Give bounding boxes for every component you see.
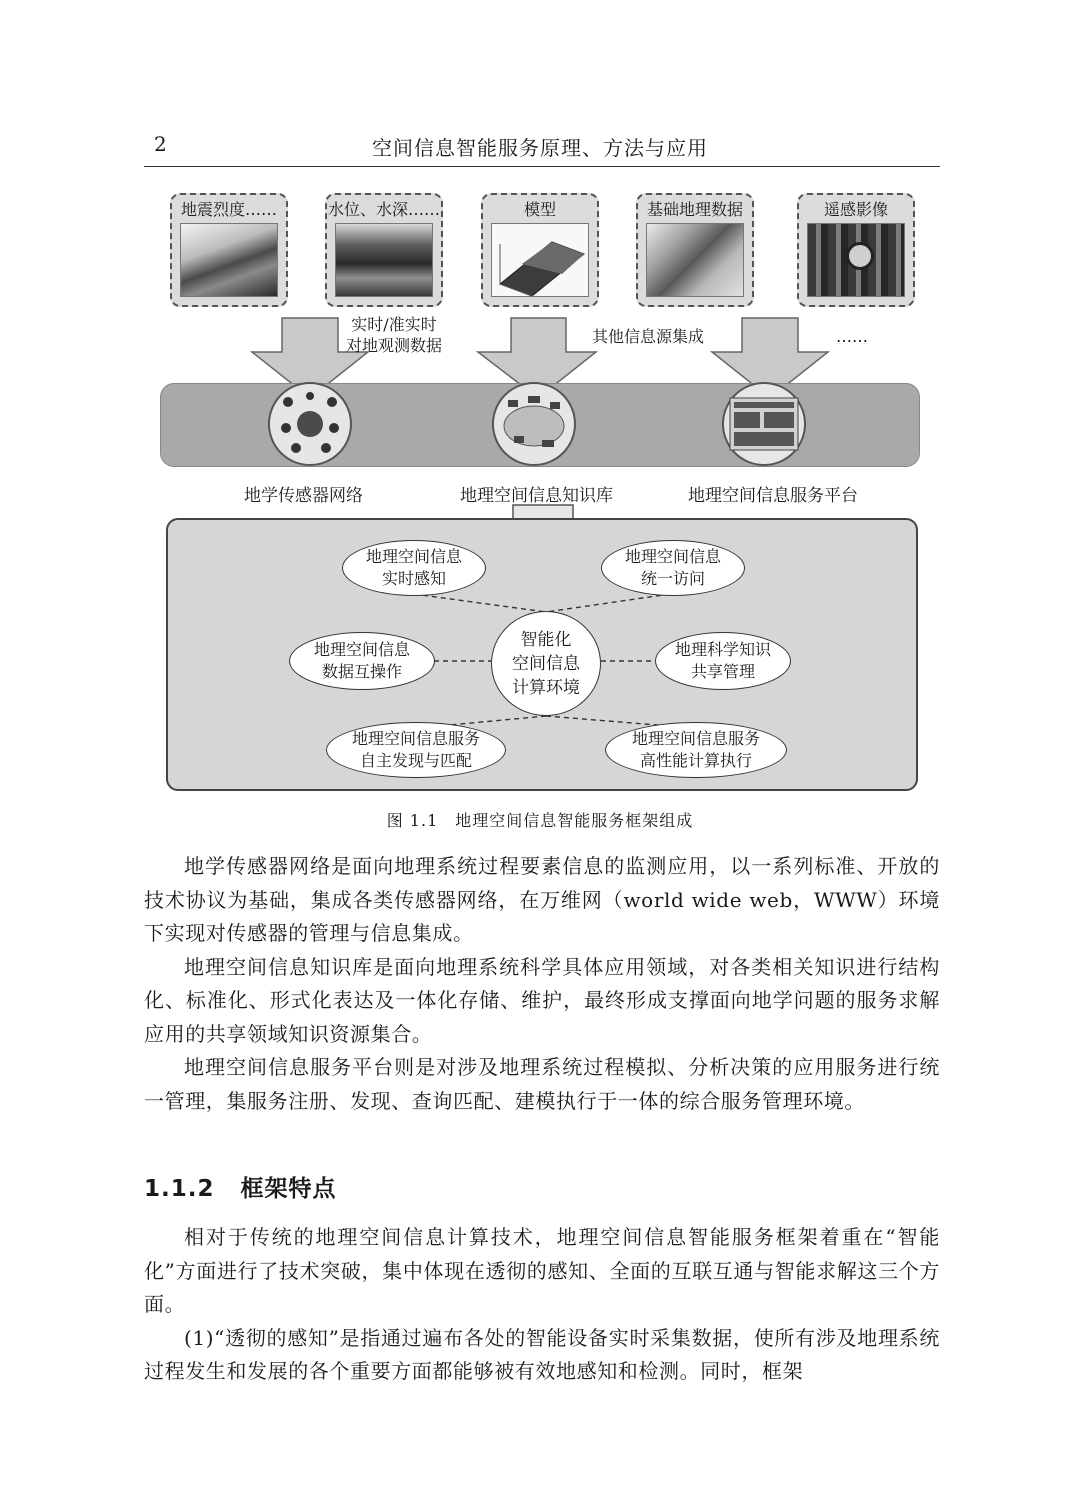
body-paragraphs-1: [144, 850, 940, 1118]
feature-realtime-sensing: 地理空间信息 实时感知: [342, 540, 486, 596]
feature-knowledge-sharing: 地理科学知识 共享管理: [655, 632, 791, 690]
other-sources-label: 其他信息源集成: [592, 327, 705, 346]
paragraph-sensor-network: 地学传感器网络是面向地理系统过程要素信息的监测应用，以一系列标准、开放的技术协议为基础，集成各类传感器网络，在万维网（world wide web，WWW）环境下实现对传感器的管理与信息集成。: [144, 854, 940, 945]
feature-unified-access: 地理空间信息 统一访问: [601, 540, 745, 596]
intelligent-environment-core: 智能化 空间信息 计算环境: [491, 611, 601, 716]
source-label-water: 水位、水深……: [327, 200, 440, 219]
section-number: 1.1.2: [144, 1176, 215, 1202]
feature-data-interoperation: 地理空间信息 数据互操作: [289, 632, 435, 690]
section-title: 框架特点: [240, 1176, 337, 1202]
feature-hpc-execution: 地理空间信息服务 高性能计算执行: [605, 722, 787, 778]
realtime-data-label: 实时/准实时 对地观测数据: [346, 315, 443, 355]
source-label-remote-sensing: 遥感影像: [823, 200, 888, 219]
source-label-earthquake: 地震烈度……: [180, 200, 277, 219]
paragraph-thorough-sensing: (1)“透彻的感知”是指通过遍布各处的智能设备实时采集数据，使所有涉及地理系统过程发生和发展的各个重要方面都能够被有效地感知和检测。同时，框架: [144, 1325, 940, 1383]
stage-label-sensor-network: 地学传感器网络: [244, 486, 363, 506]
section-heading: [144, 1170, 363, 1203]
paragraph-service-platform: 地理空间信息服务平台则是对涉及地理系统过程模拟、分析决策的应用服务进行统一管理，集服务注册、发现、查询匹配、建模执行于一体的综合服务管理环境。: [144, 1055, 940, 1113]
source-label-model: 模型: [523, 200, 556, 219]
running-title: 空间信息智能服务原理、方法与应用: [372, 136, 708, 160]
stage-label-service-platform: 地理空间信息服务平台: [688, 486, 858, 506]
feature-service-discovery: 地理空间信息服务 自主发现与匹配: [326, 722, 506, 778]
stage-label-knowledge-base: 地理空间信息知识库: [460, 486, 613, 506]
page-number: 2: [154, 132, 167, 156]
figure-caption: 图 1.1 地理空间信息智能服务框架组成: [386, 811, 694, 830]
paragraph-knowledge-base: 地理空间信息知识库是面向地理系统科学具体应用领域，对各类相关知识进行结构化、标准化、形式化表达及一体化存储、维护，最终形成支撑面向地学问题的服务求解应用的共享领域知识资源集合。: [144, 954, 940, 1046]
paragraph-framework-features: 相对于传统的地理空间信息计算技术，地理空间信息智能服务框架着重在“智能化”方面进行了技术突破，集中体现在透彻的感知、全面的互联互通与智能求解这三个方面。: [144, 1225, 940, 1316]
body-paragraphs-2: [144, 1221, 940, 1389]
source-label-basemap: 基础地理数据: [646, 200, 743, 219]
ellipsis-label: ……: [836, 327, 868, 346]
